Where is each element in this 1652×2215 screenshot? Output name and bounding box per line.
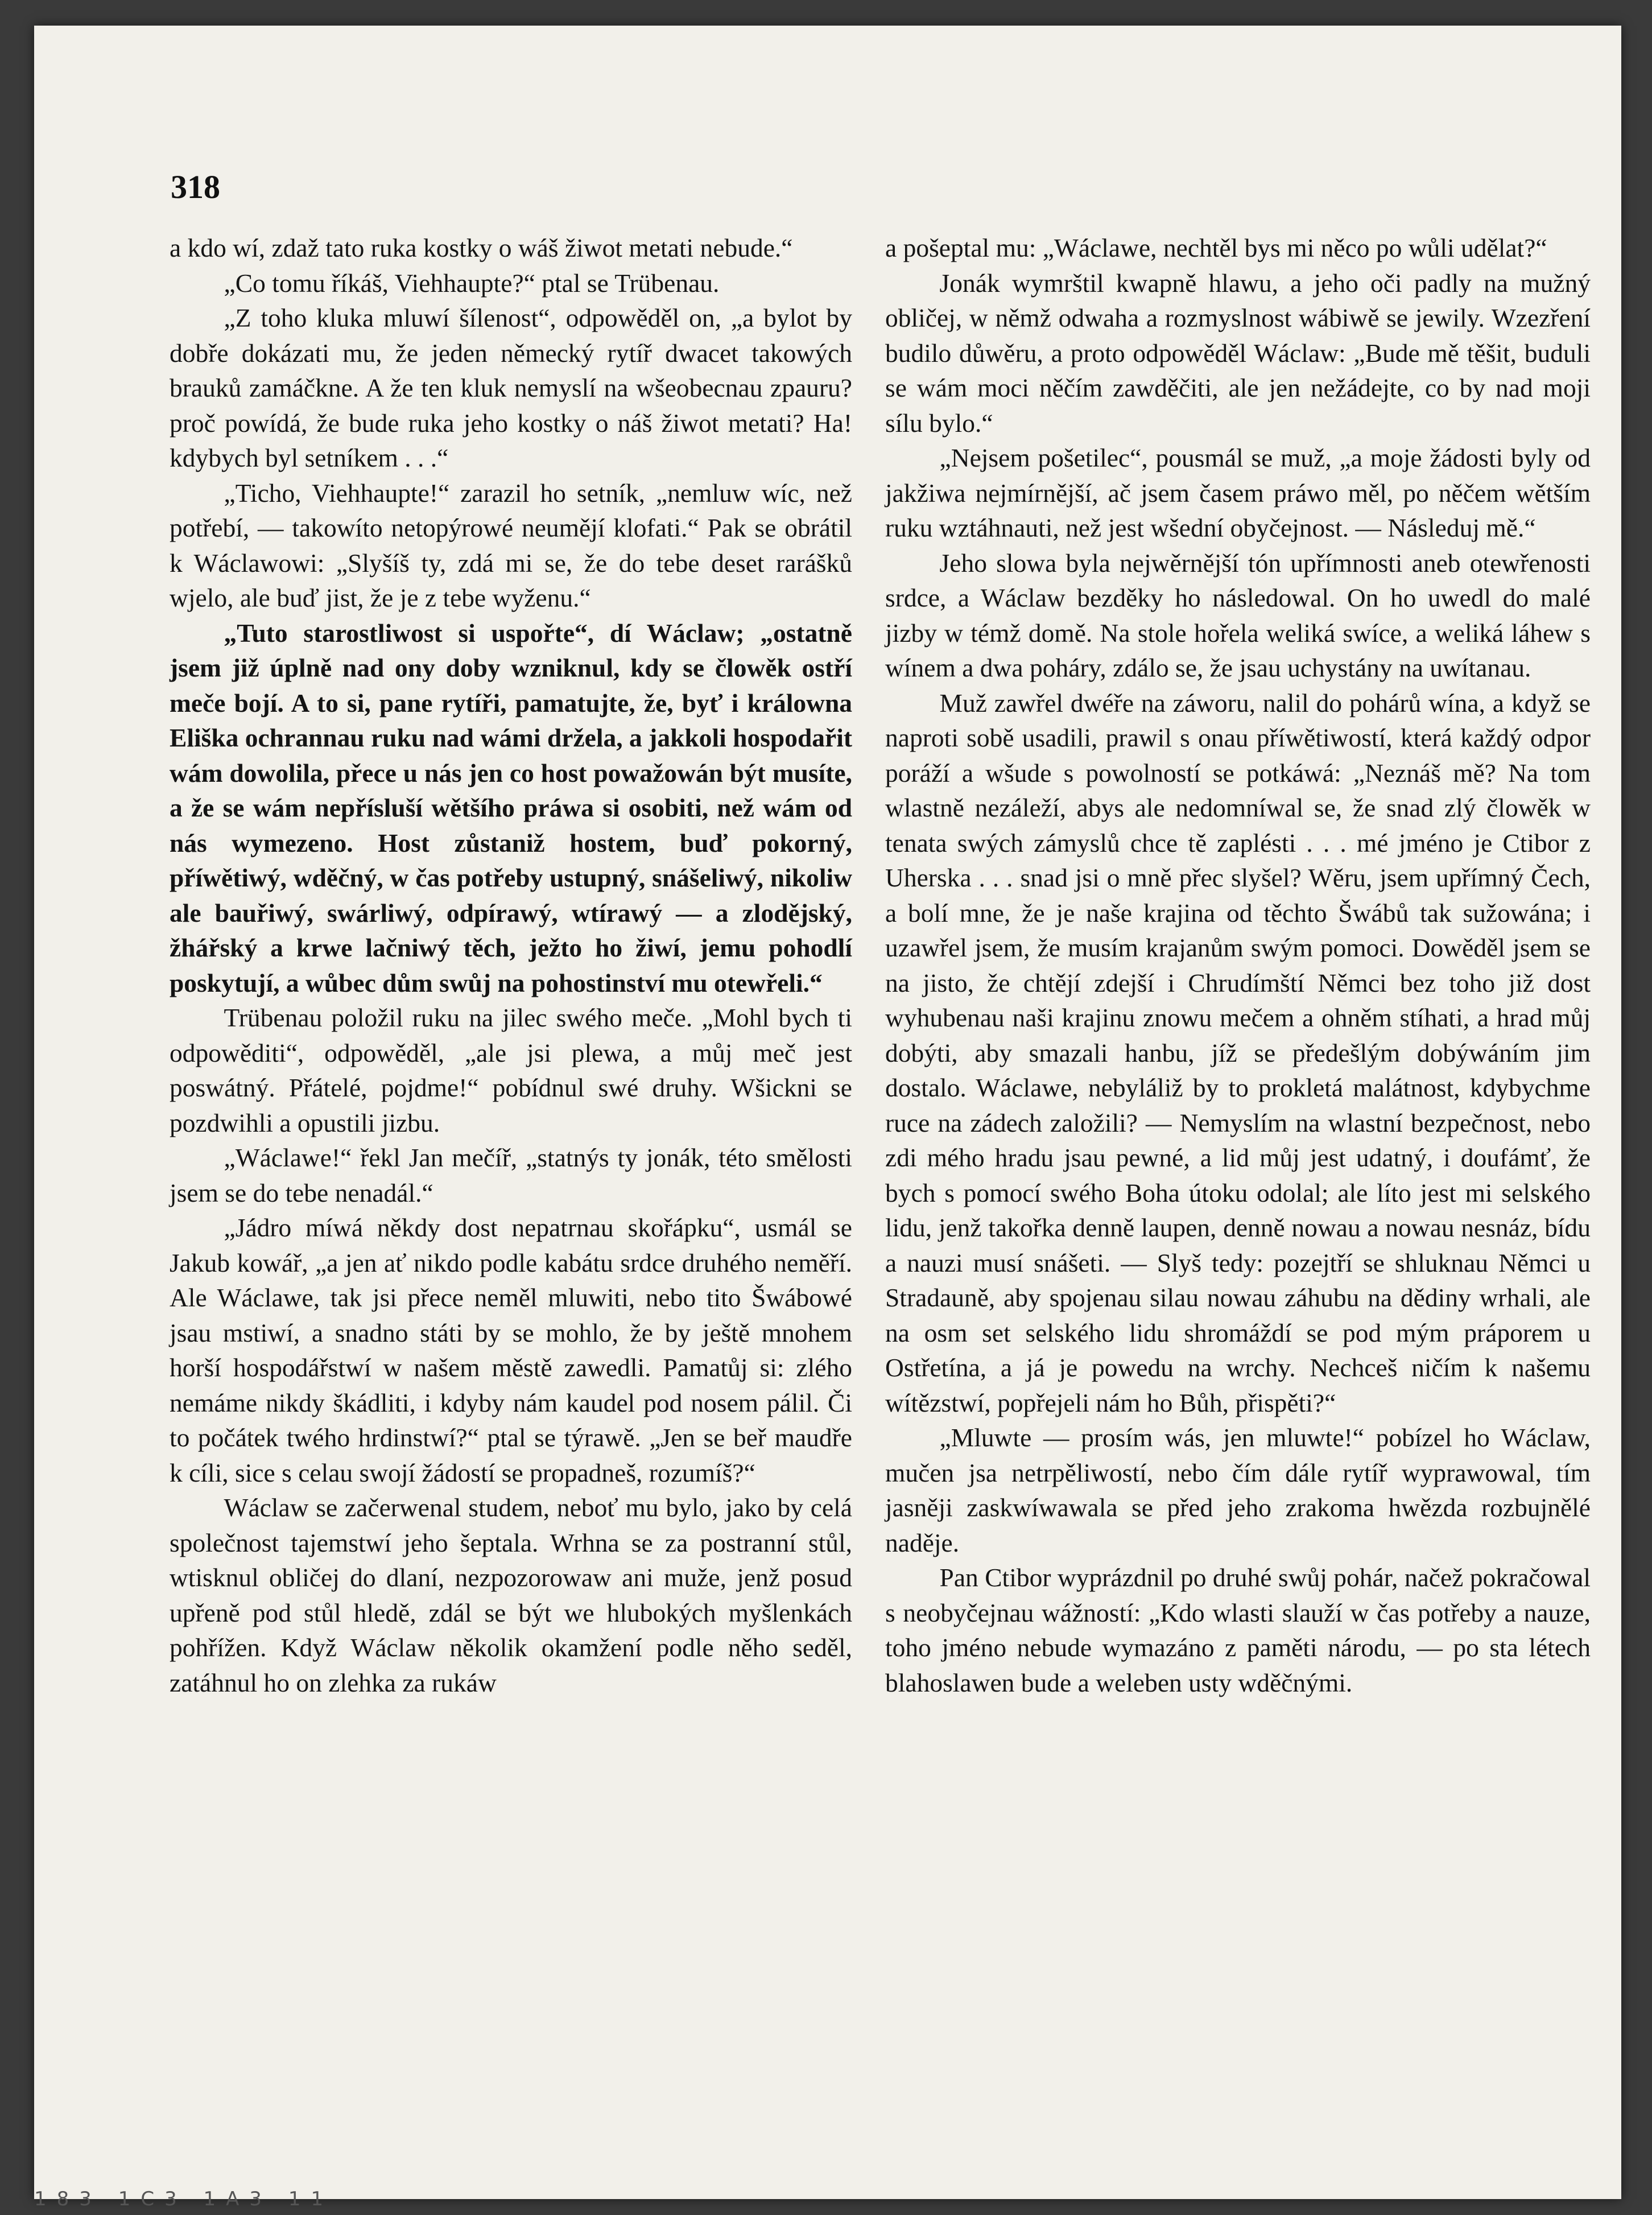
paragraph: „Nejsem pošetilec“, pousmál se muž, „a moje žádosti byly od jakžiwa nejmírnější, ač jsem časem práwo měl, po něčem wětším ruku wztáhnauti, než jest wšední obyčejnost. — Následuj mě.“: [885, 443, 1591, 542]
paragraph: „Co tomu říkáš, Viehhaupte?“ ptal se Trübenau.: [224, 268, 720, 298]
left-text-column: [170, 230, 852, 1700]
paragraph: a pošeptal mu: „Wáclawe, nechtěl bys mi něco po wůli udělat?“: [885, 233, 1547, 262]
paragraph: „Z toho kluka mluwí šílenost“, odpowěděl on, „a bylot by dobře dokázati mu, že jeden německý rytíř dwacet takowých brauků zamáčkne. A že ten kluk nemyslí na wšeobecnau zpauru? proč powídá, že bude ruka jeho kostky o náš žiwot metati? Ha! kdybych byl setníkem . . .“: [170, 303, 852, 472]
paragraph: „Ticho, Viehhaupte!“ zarazil ho setník, „nemluw wíc, než potřebí, — takowíto netopýrowé neumějí klofati.“ Pak se obrátil k Wáclawowi: „Slyšíš ty, zdá mi se, že do tebe deset rarášků wjelo, ale buď jist, že je z tebe wyženu.“: [170, 478, 852, 612]
paragraph: „Jádro míwá někdy dost nepatrnau skořápku“, usmál se Jakub kowář, „a jen ať nikdo podle kabátu srdce druhého neměří. Ale Wáclawe, tak jsi přece neměl mluwiti, nebo tito Šwábowé jsau mstiwí, a snadno státi by se mohlo, že by ještě mnohem horší hospodářstwí w našem městě zawedli. Pamatůj si: zlého nemáme nikdy škádliti, i kdyby nám kaudel pod nosem pálil. Či to počátek twého hrdinstwí?“ ptal se týrawě. „Jen se beř maudře k cíli, sice s celau swojí žádostí se propadneš, rozumíš?“: [170, 1213, 852, 1487]
paragraph: Jeho slowa byla nejwěrnější tón upřímnosti aneb otewřenosti srdce, a Wáclaw bezděky ho následowal. On ho uwedl do malé jizby w témž domě. Na stole hořela weliká swíce, a weliká láhew s wínem a dwa poháry, zdálo se, že jsau uchystány na uwítanau.: [885, 548, 1591, 682]
paragraph: „Tuto starostliwost si uspořte“, dí Wáclaw; „ostatně jsem již úplně nad ony doby wzniknul, kdy se člowěk ostří meče bojí. A to si, pane rytíři, pamatujte, že, byť i králowna Eliška ochrannau ruku nad wámi držela, a jakkoli hospodařit wám dowolila, přece u nás jen co host powažowán být musíte, a že se wám nepřísluší wětšího práwa si osobiti, než wám od nás wymezeno. Host zůstaniž hostem, buď pokorný, příwětiwý, wděčný, w čas potřeby ustupný, snášeliwý, nikoliw ale bauřiwý, swárliwý, odpírawý, wtírawý — a zlodějský, žhářský a krwe lačniwý těch, ježto ho žiwí, jemu pohodlí poskytují, a wůbec dům swůj na pohostinství mu otewřeli.“: [170, 618, 852, 997]
scan-edge-strip: 183 1C3 1A3 11: [34, 2188, 334, 2210]
page-number: 318: [171, 168, 220, 205]
paragraph: Pan Ctibor wyprázdnil po druhé swůj pohár, načež pokračowal s neobyčejnau wážností: „Kdo wlasti slauží w čas potřeby a nauze, toho jméno nebude wymazáno z paměti národu, — po sta létech blahoslawen bude a weleben usty wděčnými.: [885, 1563, 1591, 1697]
paragraph: „Mluwte — prosím wás, jen mluwte!“ pobízel ho Wáclaw, mučen jsa netrpěliwostí, nebo čím dále rytíř wyprawowal, tím jasněji zaskwíwawala se před jeho zrakoma hwězda rozbujnělé naděje.: [885, 1423, 1591, 1557]
book-page: [34, 26, 1621, 2199]
paragraph: a kdo wí, zdaž tato ruka kostky o wáš žiwot metati nebude.“: [170, 233, 793, 262]
paragraph: Wáclaw se začerwenal studem, neboť mu bylo, jako by celá společnost tajemstwí jeho šeptala. Wrhna se za postranní stůl, wtisknul obličej do dlaní, nezpozorowaw ani muže, jenž posud upřeně pod stůl hledě, zdál se být we hlubokých myšlenkách pohřížen. Když Wáclaw několik okamžení podle něho seděl, zatáhnul ho on zlehka za rukáw: [170, 1493, 852, 1697]
paragraph: Trübenau položil ruku na jilec swého meče. „Mohl bych ti odpowěditi“, odpowěděl, „ale jsi plewa, a můj meč jest poswátný. Přátelé, pojdme!“ pobídnul swé druhy. Wšickni se pozdwihli a opustili jizbu.: [170, 1003, 852, 1137]
paragraph: Jonák wymrštil kwapně hlawu, a jeho oči padly na mužný obličej, w němž odwaha a rozmyslnost wábiwě se jewily. Wzezření budilo důwěru, a proto odpowěděl Wáclaw: „Bude mě těšit, buduli se wám moci něčím zawděčiti, ale jen nežádejte, co by nad moji sílu bylo.“: [885, 268, 1591, 438]
paragraph: „Wáclawe!“ řekl Jan mečíř, „statnýs ty jonák, této smělosti jsem se do tebe nenadál.“: [170, 1143, 852, 1207]
paragraph: Muž zawřel dwéře na záworu, nalil do pohárů wína, a když se naproti sobě usadili, prawil s onau příwětiwostí, která každý odpor poráží a wšude s powolností se potkáwá: „Neznáš mě? Na tom wlastně nezáleží, abys ale nedomníwal se, že snad zlý člowěk w tenata swých zámyslů chce tě zaplésti . . . mé jméno je Ctibor z Uherska . . . snad jsi o mně přec slyšel? Wěru, jsem upřímný Čech, a bolí mne, že je naše krajina od těchto Šwábů tak sužowána; i uzawřel jsem, že musím krajanům swým pomoci. Dowěděl jsem se na jisto, že chtějí zdejší i Chrudímští Němci bez toho již dost wyhubenau naši krajinu znowu mečem a ohněm stíhati, a hrad můj dobýti, aby smazali hanbu, jíž se předešlým dobýwáním jim dostalo. Wáclawe, nebyláliž by to prokletá malátnost, kdybychme ruce na zádech založili? — Nemyslím na wlastní bezpečnost, nebo zdi mého hradu jsau pewné, a lid můj jest udatný, i doufámť, že bych s pomocí swého Boha útoku odolal; ale líto jest mi selského lidu, jenž takořka denně laupen, denně nowau a nowau nesnáz, bídu a nauzi musí snášeti. — Slyš tedy: pozejtří se shluknau Němci u Stradauně, aby spojenau silau nowau záhubu na dědiny wrhali, ale na osm set selského lidu shromáždí se pod mým práporem u Ostřetína, a já je powedu na wrchy. Nechceš ničím k našemu wítězstwí, popřejeli nám ho Bůh, přispěti?“: [885, 688, 1591, 1417]
right-text-column: [885, 230, 1591, 1700]
